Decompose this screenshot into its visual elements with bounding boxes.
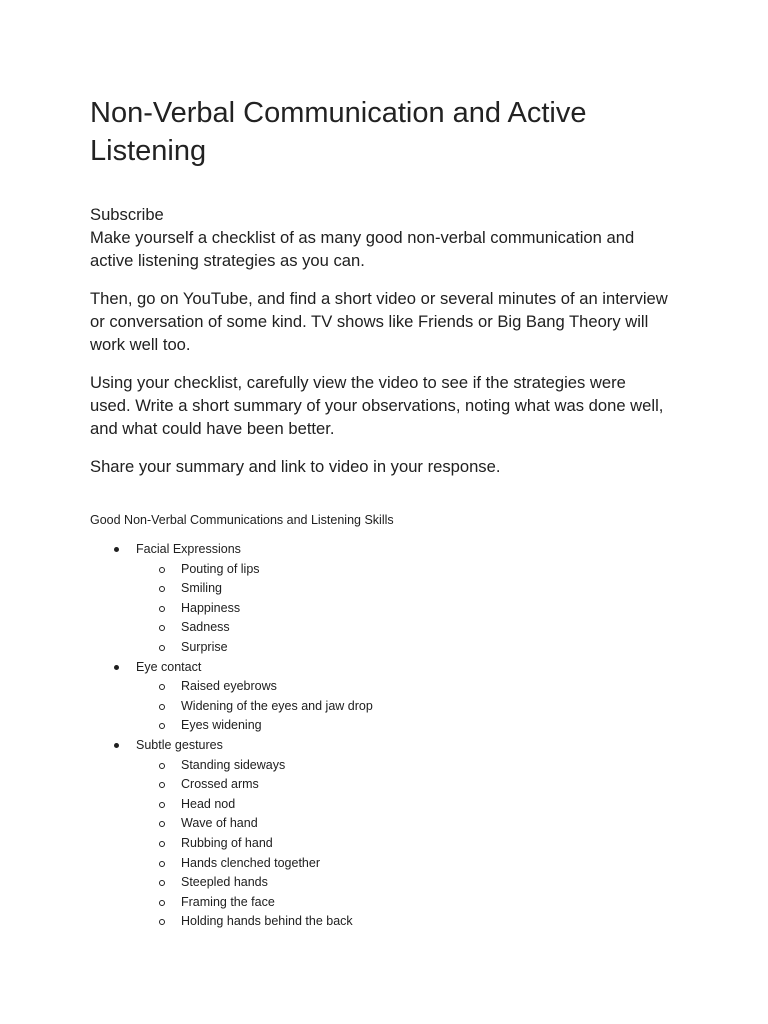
list-subitem: Smiling — [181, 581, 222, 596]
list-item — [0, 756, 768, 776]
list-item — [0, 873, 768, 893]
list-item — [0, 540, 768, 560]
list-subitem: Rubbing of hand — [181, 835, 273, 850]
list-item — [0, 716, 768, 736]
skills-list — [0, 540, 768, 932]
instruction-paragraph: Make yourself a checklist of as many good non-verbal communication and active listening strategies as you can. — [90, 228, 635, 270]
instruction-paragraph: Then, go on YouTube, and find a short video or several minutes of an interview or conversation of some kind. TV shows like Friends or Big Bang Theory will work well too. — [90, 289, 668, 354]
list-item — [0, 736, 768, 756]
list-item — [0, 618, 768, 638]
list-category: Eye contact — [136, 659, 202, 674]
list-item — [0, 599, 768, 619]
list-subitem: Raised eyebrows — [181, 679, 277, 694]
list-subitem: Happiness — [181, 600, 241, 615]
list-subitem: Widening of the eyes and jaw drop — [181, 698, 373, 713]
list-category: Facial Expressions — [136, 542, 241, 556]
list-subitem: Steepled hands — [181, 875, 268, 890]
list-subitem: Standing sideways — [181, 757, 286, 772]
list-item — [0, 638, 768, 658]
list-subitem: Hands clenched together — [181, 855, 320, 870]
list-item — [0, 579, 768, 599]
section-heading: Good Non-Verbal Communications and Listening Skills — [90, 513, 394, 527]
list-category: Subtle gestures — [136, 737, 223, 752]
instruction-paragraph: Using your checklist, carefully view the video to see if the strategies were used. Write a short summary of your observations, noting what was done well, and what could have been better. — [90, 373, 664, 438]
list-item — [0, 775, 768, 795]
list-item — [0, 560, 768, 580]
instruction-paragraph: Share your summary and link to video in your response. — [90, 457, 501, 476]
list-item — [0, 912, 768, 932]
list-subitem: Pouting of lips — [181, 561, 260, 576]
list-item — [0, 795, 768, 815]
list-item — [0, 893, 768, 913]
subscribe-label: Subscribe — [90, 205, 164, 224]
list-item — [0, 834, 768, 854]
list-subitem: Sadness — [181, 620, 230, 635]
list-subitem: Head nod — [181, 796, 236, 811]
list-item — [0, 658, 768, 678]
list-subitem: Wave of hand — [181, 816, 258, 831]
list-subitem: Holding hands behind the back — [181, 914, 353, 929]
list-item — [0, 677, 768, 697]
list-subitem: Surprise — [181, 639, 228, 654]
list-item — [0, 814, 768, 834]
list-item — [0, 854, 768, 874]
list-item — [0, 697, 768, 717]
list-subitem: Framing the face — [181, 894, 275, 909]
page-title: Non-Verbal Communication and Active Listening — [90, 97, 587, 167]
list-subitem: Eyes widening — [181, 718, 262, 733]
list-subitem: Crossed arms — [181, 777, 259, 792]
